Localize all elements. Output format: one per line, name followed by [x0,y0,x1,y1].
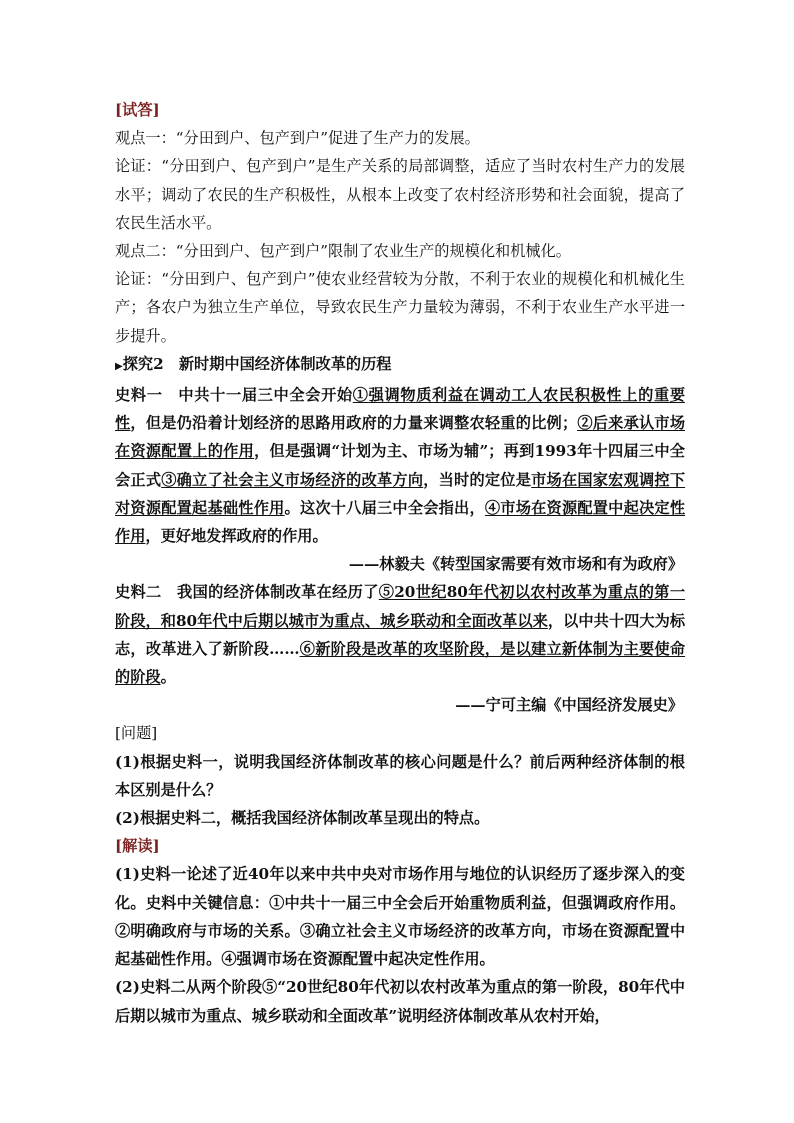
material-one-label: 史料一 [115,386,163,405]
material-two-source: ——宁可主编《中国经济发展史》 [455,696,683,715]
question-heading: [问题] [115,724,158,743]
argument-one: 论证：“分田到户、包产到户”是生产关系的局部调整，适应了当时农村生产力的发展水平；调动了农民的生产积极性，从根本上改变了农村经济形势和社会面貌，提高了农民生活水平。 [115,157,685,232]
question-one: (1)根据史料一，说明我国经济体制改革的核心问题是什么？前后两种经济体制的根本区别是什么？ [115,752,685,799]
material-two: 史料二 我国的经济体制改革在经历了⑤20世纪80年代初以农村改革为重点的第一阶段，和80年代中后期以城市为重点、城乡联动和全面改革以来，以中共十四大为标志，改革进入了新阶段……⑥新阶段是改革的攻坚阶段，是以建立新体制为主要使命的阶段。 [115,583,686,687]
material-one-source: ——林毅夫《转型国家需要有效市场和有为政府》 [348,555,683,574]
interpretation-heading: [解读] [115,837,160,856]
material-one: 史料一 中共十一届三中全会开始①强调物质利益在调动工人农民积极性上的重要性，但是仍沿着计划经济的思路用政府的力量来调整农轻重的比例；②后来承认市场在资源配置上的作用，但是强调“计划为主、市场为辅”；再到1993年十四届三中全会正式③确立了社会主义市场经济的改革方向，当时的定位是市场在国家宏观调控下对资源配置起基础性作用。这次十八届三中全会指出，④市场在资源配置中起决定性作用，更好地发挥政府的作用。 [115,386,686,546]
viewpoint-two: 观点二：“分田到户、包产到户”限制了农业生产的规模化和机械化。 [115,242,571,261]
material-two-label: 史料二 [115,583,162,602]
interpretation-two: (2)史料二从两个阶段⑤“20世纪80年代初以农村改革为重点的第一阶段，80年代中后期以城市为重点、城乡联动和全面改革”说明经济体制改革从农村开始， [115,978,685,1025]
interpretation-one: (1)史料一论述了近40年以来中共中央对市场作用与地位的认识经历了逐步深入的变化。史料中关键信息：①中共十一届三中全会后开始重物质利益，但强调政府作用。②明确政府与市场的关系。③确立社会主义市场经济的改革方向，市场在资源配置中起基础性作用。④强调市场在资源配置中起决定性作用。 [115,865,685,969]
document-body [115,96,685,1030]
viewpoint-one: 观点一：“分田到户、包产到户”促进了生产力的发展。 [115,129,480,148]
argument-two: 论证：“分田到户、包产到户”使农业经营较为分散，不利于农业的规模化和机械化生产；各农户为独立生产单位，导致农民生产力量较为薄弱，不利于农业生产水平进一步提升。 [115,270,685,345]
question-two: (2)根据史料二，概括我国经济体制改革呈现出的特点。 [115,809,490,828]
triangle-marker-icon: ▶ [115,360,123,372]
explore-heading: ▶探究2 新时期中国经济体制改革的历程 [115,354,392,373]
answer-heading: [试答] [115,101,160,119]
